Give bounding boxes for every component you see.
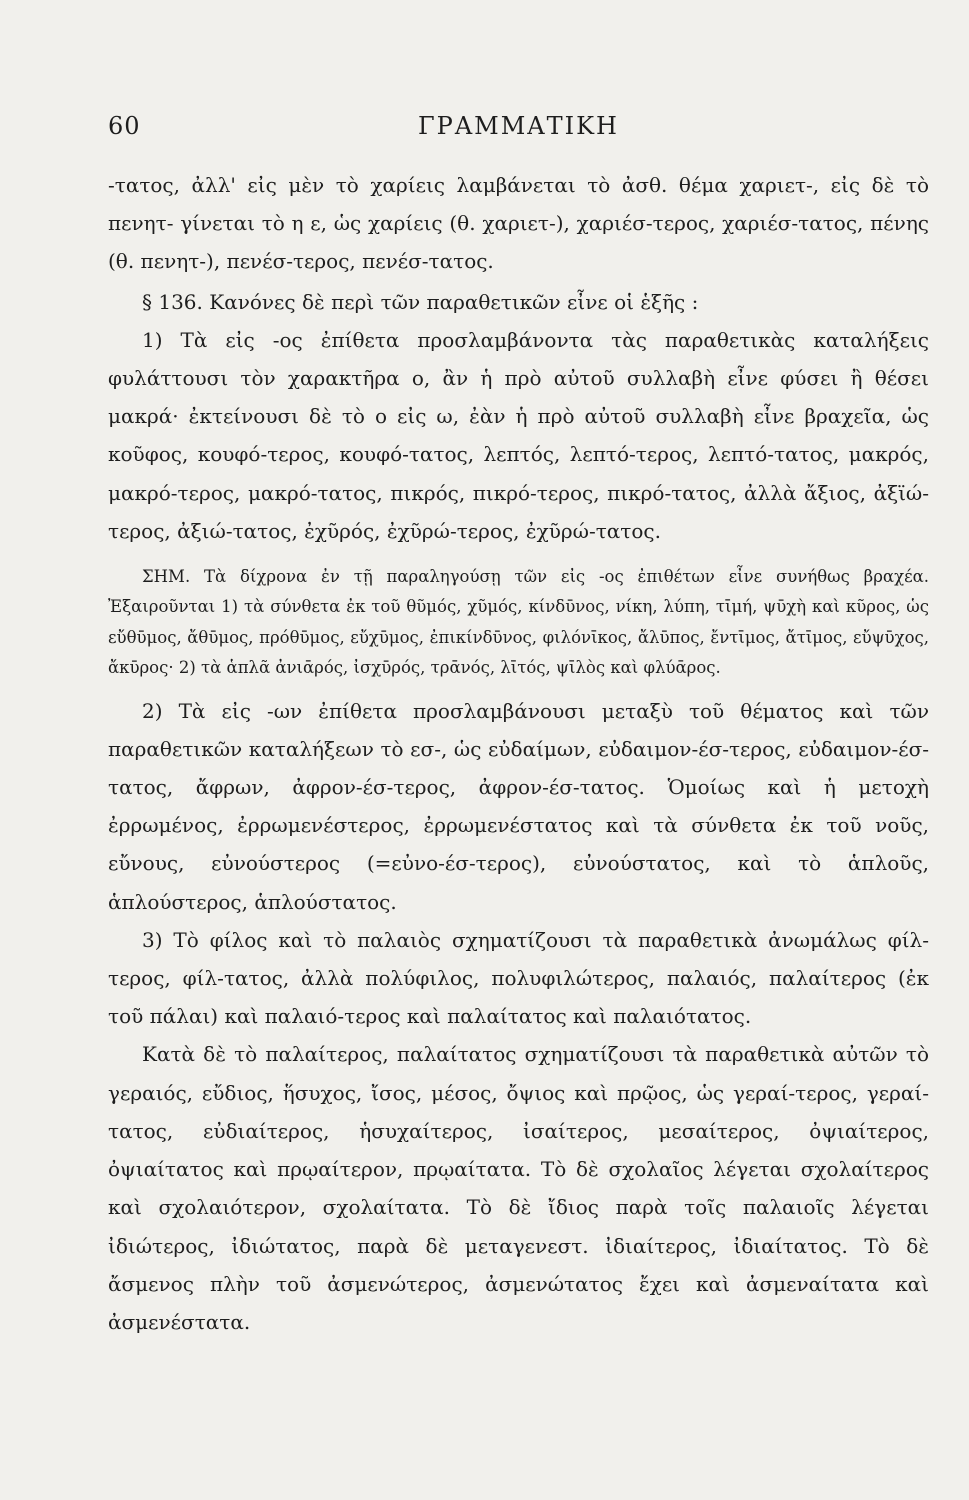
- page-header: [108, 112, 929, 152]
- paragraph-continuation: -τατος, ἀλλ' εἰς μὲν τὸ χαρίεις λαμβάνεται τὸ ἀσθ. θέμα χαριετ-, εἰς δὲ τὸ πενητ- γίνεται τὸ η ε, ὡς χαρίεις (θ. χαριετ-), χαριέσ-τερος, χαριέσ-τατος, πένης (θ. πενητ-), πενέσ-τερος, πενέσ-τατος.: [108, 173, 929, 274]
- page-number: 60: [108, 112, 141, 140]
- closing-paragraph: Κατὰ δὲ τὸ παλαίτερος, παλαίτατος σχηματίζουσι τὰ παραθετικὰ αὐτῶν τὸ γεραιός, εὔδιος, ἥσυχος, ἴσος, μέσος, ὄψιος καὶ πρῷος, ὡς γεραί-τερος, γεραί-τατος, εὐδιαίτερος, ἡσυχαίτερος, ἰσαίτερος, μεσαίτερος, ὀψιαίτερος, ὀψιαίτατος καὶ πρῳαίτερον, πρῳαίτατα. Τὸ δὲ σχολαῖος λέγεται σχολαίτερος καὶ σχολαιότερον, σχολαίτατα. Τὸ δὲ ἴδιος παρὰ τοῖς παλαιοῖς λέγεται ἰδιώτερος, ἰδιώτατος, παρὰ δὲ μεταγενεστ. ἰδιαίτερος, ἰδιαίτατος. Τὸ δὲ ἄσμενος πλὴν τοῦ ἀσμενώτερος, ἀσμενώτατος ἔχει καὶ ἀσμεναίτατα καὶ ἀσμενέστατα.: [108, 1042, 929, 1334]
- running-title: ΓΡΑΜΜΑΤΙΚΗ: [418, 112, 619, 140]
- rule-2-paragraph: 2) Τὰ εἰς -ων ἐπίθετα προσλαμβάνουσι μεταξὺ τοῦ θέματος καὶ τῶν παραθετικῶν καταλήξεων τὸ εσ-, ὡς εὐδαίμων, εὐδαιμον-έσ-τερος, εὐδαιμον-έσ-τατος, ἄφρων, ἀφρον-έσ-τερος, ἀφρον-έσ-τατος. Ὁμοίως καὶ ἡ μετοχὴ ἐρρωμένος, ἐρρωμενέστερος, ἐρρωμενέστατος καὶ τὰ σύνθετα ἐκ τοῦ νοῦς, εὔνους, εὐνούστερος (=εὐνο-έσ-τερος), εὐνούστατος, καὶ τὸ ἁπλοῦς, ἁπλούστερος, ἁπλούστατος.: [108, 698, 929, 914]
- rule-3-paragraph: 3) Τὸ φίλος καὶ τὸ παλαιὸς σχηματίζουσι τὰ παραθετικὰ ἀνωμάλως φίλ-τερος, φίλ-τατος, ἀλλὰ πολύφιλος, πολυφιλώτερος, παλαιός, παλαίτερος (ἐκ τοῦ πάλαι) καὶ παλαιό-τερος καὶ παλαίτατος καὶ παλαιότατος.: [108, 927, 929, 1029]
- body-text: [108, 166, 929, 1341]
- note-paragraph: ΣΗΜ. Τὰ δίχρονα ἐν τῇ παραληγούσῃ τῶν εἰς -ος ἐπιθέτων εἶνε συνήθως βραχέα. Ἐξαιροῦνται 1) τὰ σύνθετα ἐκ τοῦ θῦμός, χῦμός, κίνδῡνος, νίκη, λύπη, τῑμή, ψῡχὴ καὶ κῦρος, ὡς εὔθῡμος, ἄθῡμος, πρόθῡμος, εὔχῡμος, ἐπικίνδῡνος, φιλόνῑκος, ἄλῡπος, ἔντῑμος, ἄτῑμος, εὔψῡχος, ἄκῡρος· 2) τὰ ἁπλᾶ ἀνιᾱρός, ἰσχῡρός, τρᾱνός, λῑτός, ψῑλὸς καὶ φλύᾱρος.: [108, 567, 929, 678]
- rule-1-paragraph: 1) Τὰ εἰς -ος ἐπίθετα προσλαμβάνοντα τὰς παραθετικὰς καταλήξεις φυλάττουσι τὸν χαρακτῆρα ο, ἂν ἡ πρὸ αὐτοῦ συλλαβὴ εἶνε φύσει ἢ θέσει μακρά· ἐκτείνουσι δὲ τὸ ο εἰς ω, ἐὰν ἡ πρὸ αὐτοῦ συλλαβὴ εἶνε βραχεῖα, ὡς κοῦφος, κουφό-τερος, κουφό-τατος, λεπτός, λεπτό-τερος, λεπτό-τατος, μακρός, μακρό-τερος, μακρό-τατος, πικρός, πικρό-τερος, πικρό-τατος, ἀλλὰ ἄξιος, ἀξϊώ-τερος, ἀξιώ-τατος, ἐχῦρός, ἐχῦρώ-τερος, ἐχῦρώ-τατος.: [108, 327, 929, 543]
- section-heading-136: § 136. Κανόνες δὲ περὶ τῶν παραθετικῶν εἶνε οἱ ἑξῆς :: [142, 289, 699, 314]
